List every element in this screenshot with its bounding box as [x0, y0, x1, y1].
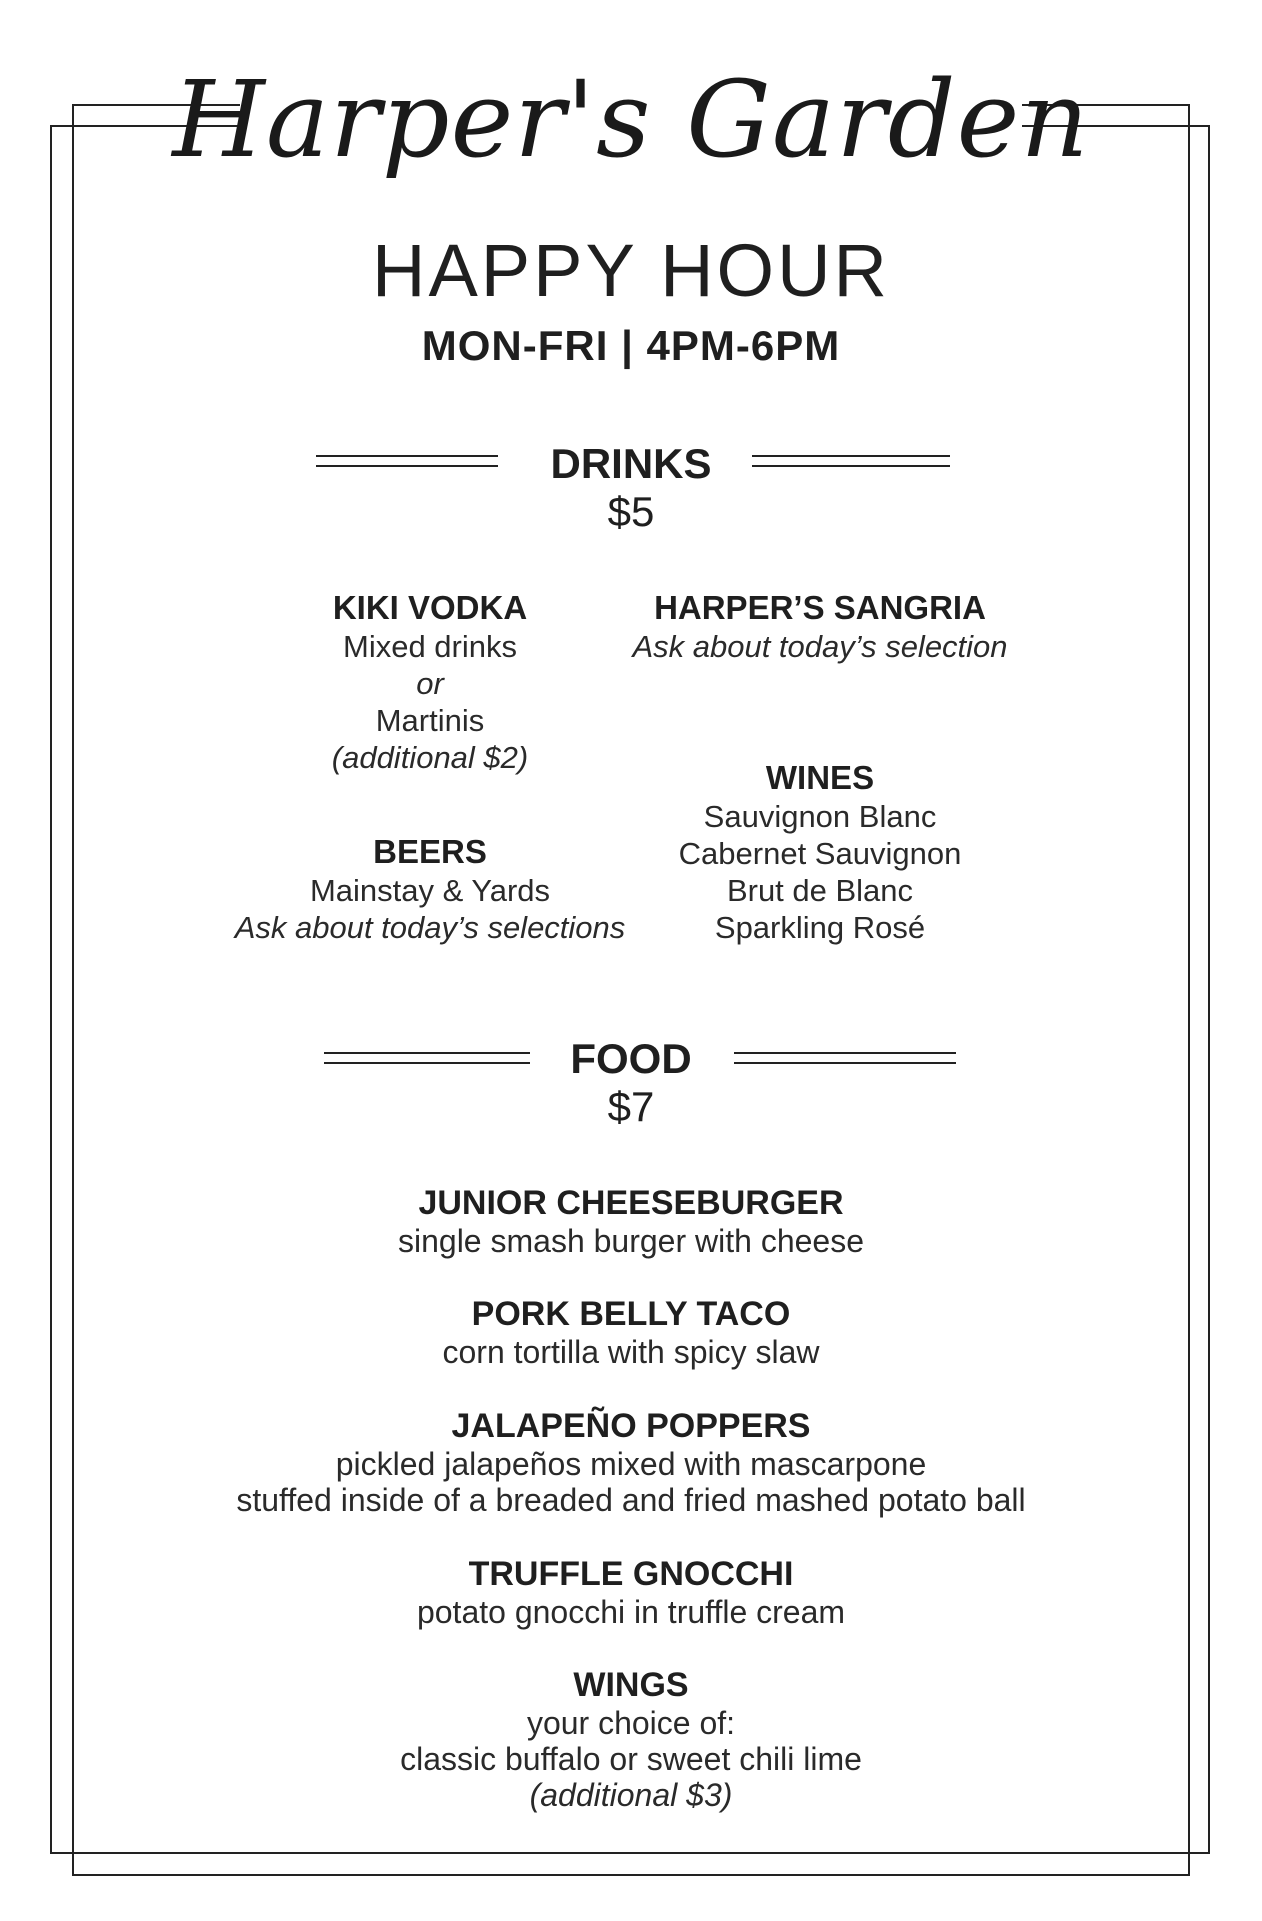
wines-item — [620, 758, 1020, 946]
food-item-desc: corn tortilla with spicy slaw — [442, 1334, 820, 1370]
beers-line-1: Mainstay & Yards — [309, 873, 551, 908]
sangria-note: Ask about today’s selection — [632, 629, 1008, 664]
food-item — [0, 1406, 1262, 1518]
food-item-name: JALAPEÑO POPPERS — [451, 1407, 811, 1445]
food-item — [0, 1294, 1262, 1370]
food-item-desc: stuffed inside of a breaded and fried mashed potato ball — [236, 1482, 1026, 1518]
drinks-heading: DRINKS — [550, 440, 712, 487]
sangria-name: HARPER’S SANGRIA — [654, 589, 986, 626]
beers-name: BEERS — [373, 833, 487, 870]
food-item-name: JUNIOR CHEESEBURGER — [418, 1184, 844, 1222]
food-item-name: WINGS — [573, 1666, 689, 1704]
beers-note: Ask about today’s selections — [234, 910, 626, 945]
beers-item — [200, 832, 660, 946]
kiki-vodka-note: (additional $2) — [331, 740, 529, 775]
drinks-price: $5 — [607, 488, 655, 535]
food-heading: FOOD — [570, 1035, 692, 1082]
sangria-item — [620, 588, 1020, 665]
food-item-desc: single smash burger with cheese — [397, 1223, 864, 1259]
wine-item: Cabernet Sauvignon — [678, 836, 962, 871]
food-item-note: (additional $3) — [529, 1777, 733, 1813]
kiki-vodka-name: KIKI VODKA — [332, 589, 528, 626]
wines-name: WINES — [765, 759, 875, 796]
food-item-desc: your choice of: — [526, 1705, 736, 1741]
food-item-name: TRUFFLE GNOCCHI — [468, 1555, 794, 1593]
kiki-vodka-line-1: Mixed drinks — [343, 629, 517, 664]
wine-item: Sauvignon Blanc — [703, 799, 937, 834]
wine-item: Sparkling Rosé — [714, 910, 926, 945]
food-item-name: PORK BELLY TACO — [471, 1295, 791, 1333]
schedule-text: MON-FRI | 4PM-6PM — [421, 322, 841, 369]
food-item — [0, 1554, 1262, 1630]
food-item-desc: classic buffalo or sweet chili lime — [400, 1741, 862, 1777]
restaurant-logo: Harper's Garden — [172, 57, 1090, 181]
kiki-vodka-line-2: or — [416, 666, 444, 701]
kiki-vodka-item — [230, 588, 630, 776]
kiki-vodka-line-3: Martinis — [375, 703, 485, 738]
food-item-desc: pickled jalapeños mixed with mascarpone — [335, 1446, 927, 1482]
food-item — [0, 1665, 1262, 1813]
page-title: HAPPY HOUR — [372, 229, 890, 312]
food-item — [0, 1183, 1262, 1259]
food-item-desc: potato gnocchi in truffle cream — [416, 1594, 846, 1630]
wine-item: Brut de Blanc — [726, 873, 914, 908]
food-price: $7 — [607, 1083, 655, 1130]
